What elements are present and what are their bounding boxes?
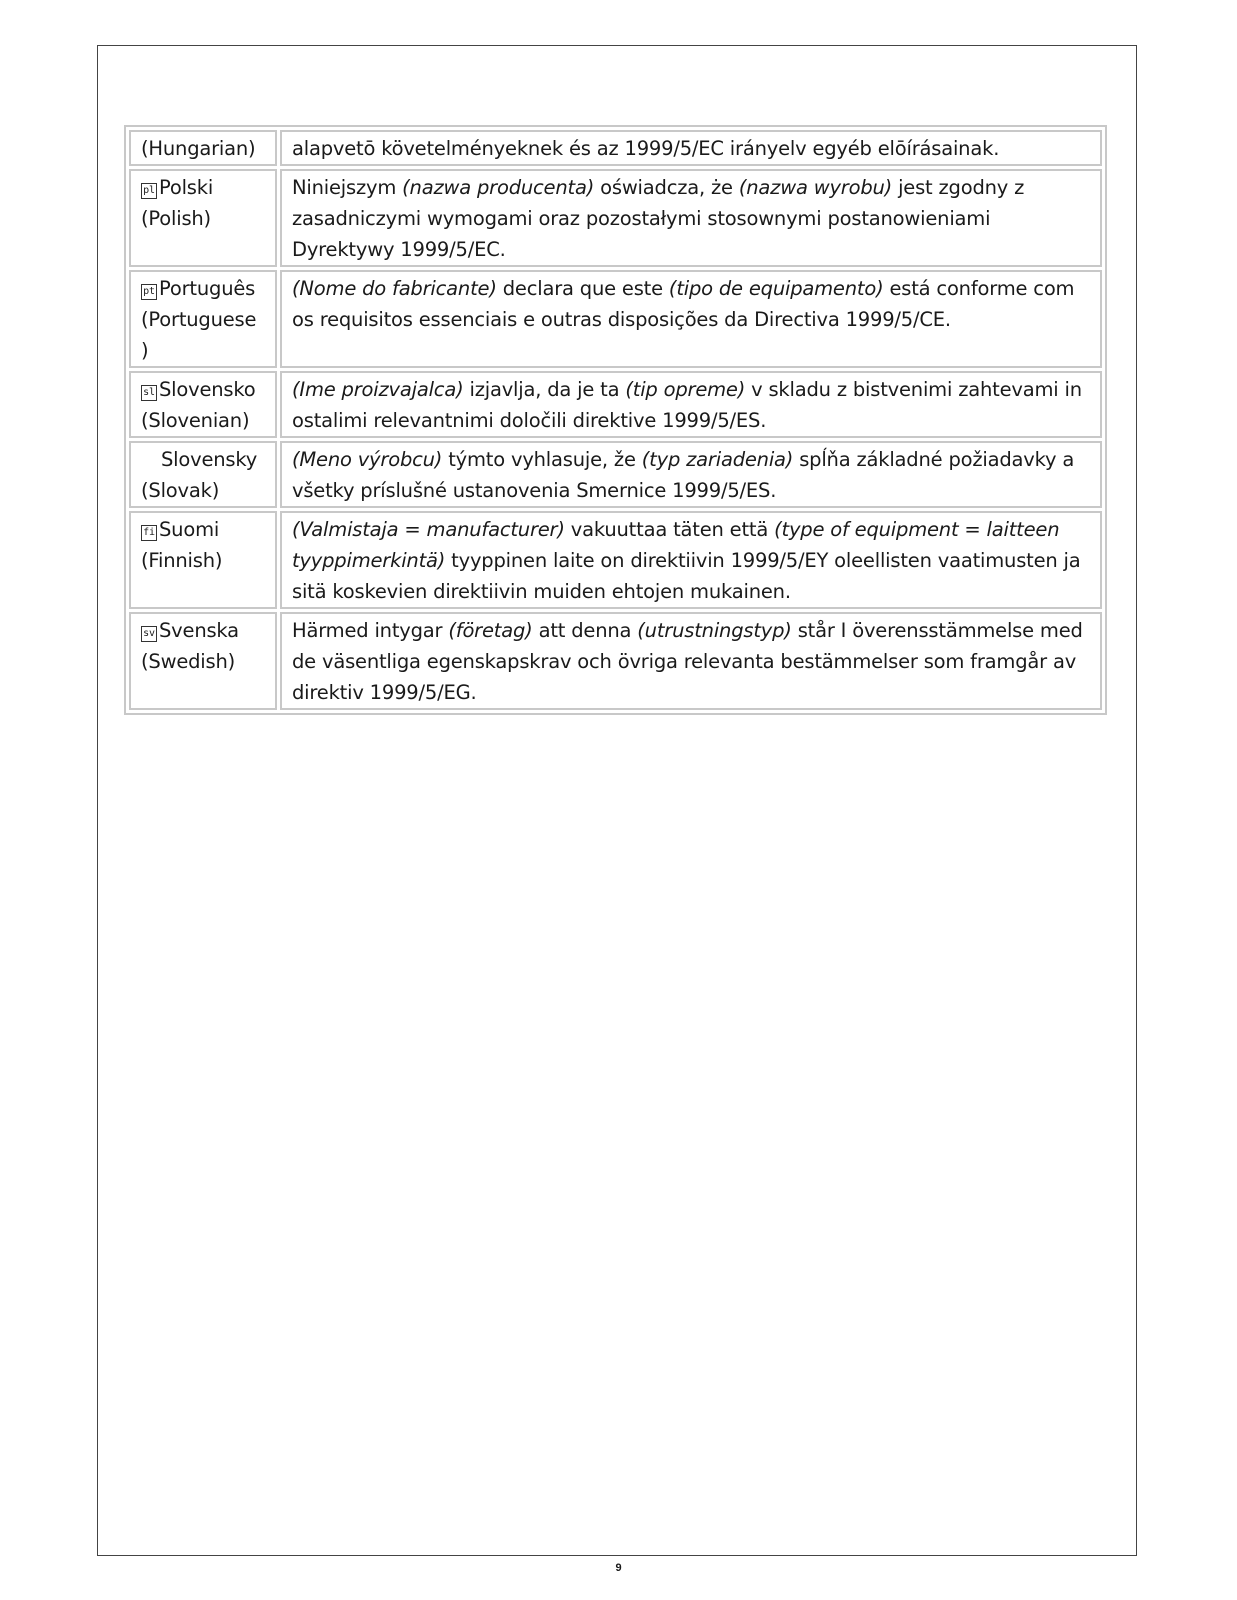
placeholder-text: (tip opreme) <box>625 378 746 401</box>
language-native-name: Português <box>159 277 256 300</box>
placeholder-text: (företag) <box>448 619 533 642</box>
declaration-text: att denna <box>532 619 638 642</box>
declaration-text: vakuuttaa täten että <box>564 518 775 541</box>
flag-placeholder <box>141 450 159 466</box>
table-row <box>129 130 1102 166</box>
language-english-name: (Finnish) <box>141 549 223 572</box>
pl-flag-icon: pl <box>141 183 157 199</box>
fi-flag-icon: fi <box>141 525 157 541</box>
language-english-name: (Hungarian) <box>141 137 256 160</box>
table-row <box>129 511 1102 609</box>
declaration-text: tyyppinen laite on direktiivin 1999/5/EY oleellisten vaatimusten ja sitä koskevien direktiivin muiden ehtojen mukainen. <box>292 549 1081 603</box>
declaration-text: spĺňa základné požiadavky a všetky príslušné ustanovenia Smernice 1999/5/ES. <box>292 448 1075 502</box>
declaration-text: v skladu z bistvenimi zahtevami in ostalimi relevantnimi določili direktive 1999/5/ES. <box>292 378 1082 432</box>
placeholder-text: (nazwa producenta) <box>402 176 595 199</box>
language-english-name: (Portuguese ) <box>141 308 257 362</box>
placeholder-text: (Nome do fabricante) <box>292 277 497 300</box>
page-number: 9 <box>615 1562 622 1574</box>
declaration-text-cell <box>280 169 1102 267</box>
declaration-table <box>124 125 1107 715</box>
declaration-table-body <box>129 130 1102 710</box>
sl-flag-icon: sl <box>141 385 157 401</box>
declaration-text: declara que este <box>496 277 669 300</box>
table-row <box>129 371 1102 438</box>
table-row <box>129 270 1102 368</box>
placeholder-text: (type of equipment = laitteen tyyppimerkintä) <box>292 518 1060 572</box>
declaration-text: står I överensstämmelse med de väsentliga egenskapskrav och övriga relevanta bestämmelser som framgår av direktiv 1999/5/EG. <box>292 619 1083 704</box>
declaration-text-cell <box>280 612 1102 710</box>
language-english-name: (Slovenian) <box>141 409 250 432</box>
table-row <box>129 169 1102 267</box>
declaration-text: oświadcza, że <box>594 176 739 199</box>
declaration-text: Niniejszym <box>292 176 403 199</box>
language-cell <box>129 371 277 438</box>
language-cell <box>129 169 277 267</box>
placeholder-text: (Ime proizvajalca) <box>292 378 464 401</box>
declaration-text-cell <box>280 441 1102 508</box>
declaration-text: jest zgodny z zasadniczymi wymogami oraz pozostałymi stosownymi postanowieniami Dyrektywy 1999/5/EC. <box>292 176 1025 261</box>
language-native-name: Suomi <box>159 518 220 541</box>
language-cell <box>129 130 277 166</box>
language-english-name: (Swedish) <box>141 650 236 673</box>
language-english-name: (Polish) <box>141 207 211 230</box>
declaration-text: izjavlja, da je ta <box>463 378 626 401</box>
language-cell <box>129 511 277 609</box>
sv-flag-icon: sv <box>141 626 157 642</box>
table-row <box>129 612 1102 710</box>
declaration-text: está conforme com os requisitos essenciais e outras disposições da Directiva 1999/5/CE. <box>292 277 1075 331</box>
language-cell <box>129 270 277 368</box>
language-cell <box>129 612 277 710</box>
declaration-text-cell <box>280 371 1102 438</box>
language-native-name: Slovensky <box>161 448 258 471</box>
placeholder-text: (Valmistaja = manufacturer) <box>292 518 565 541</box>
declaration-text: týmto vyhlasuje, že <box>442 448 642 471</box>
placeholder-text: (Meno výrobcu) <box>292 448 443 471</box>
placeholder-text: (nazwa wyrobu) <box>738 176 893 199</box>
declaration-text: alapvetō követelményeknek és az 1999/5/EC irányelv egyéb elōírásainak. <box>292 137 1000 160</box>
language-native-name: Svenska <box>159 619 239 642</box>
placeholder-text: (tipo de equipamento) <box>668 277 884 300</box>
language-native-name: Polski <box>159 176 214 199</box>
table-row <box>129 441 1102 508</box>
declaration-text-cell <box>280 270 1102 368</box>
pt-flag-icon: pt <box>141 284 157 300</box>
declaration-text-cell <box>280 130 1102 166</box>
language-cell <box>129 441 277 508</box>
declaration-text: Härmed intygar <box>292 619 449 642</box>
declaration-text-cell <box>280 511 1102 609</box>
language-native-name: Slovensko <box>159 378 256 401</box>
placeholder-text: (typ zariadenia) <box>641 448 794 471</box>
placeholder-text: (utrustningstyp) <box>637 619 792 642</box>
language-english-name: (Slovak) <box>141 479 220 502</box>
